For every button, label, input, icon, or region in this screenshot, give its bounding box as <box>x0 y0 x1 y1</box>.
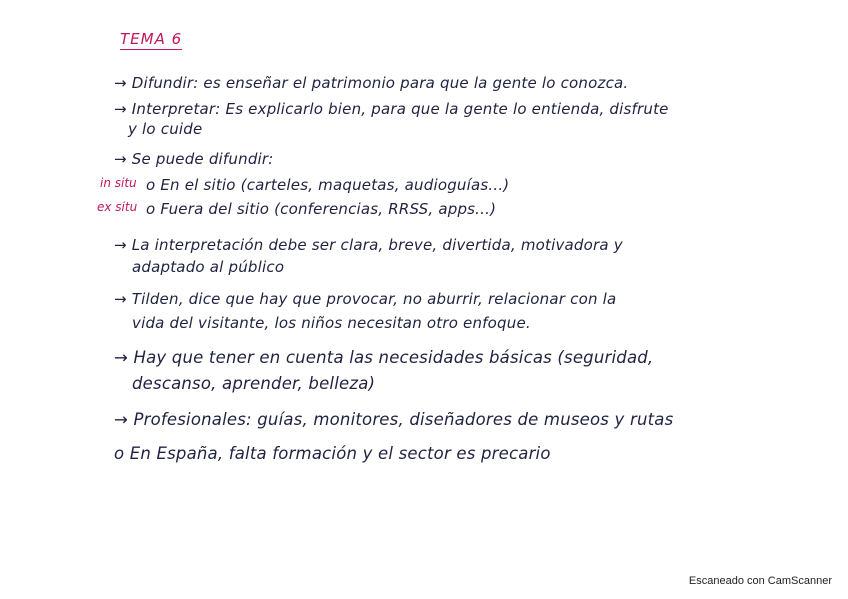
note-line: vida del visitante, los niños necesitan otro enfoque. <box>132 314 531 332</box>
note-line: o En España, falta formación y el sector es precario <box>114 444 551 463</box>
note-line: → Interpretar: Es explicarlo bien, para que la gente lo entienda, disfrute <box>114 100 669 118</box>
note-line: o Fuera del sitio (conferencias, RRSS, apps...) <box>146 200 497 218</box>
note-line: adaptado al público <box>132 258 285 276</box>
note-line: → Profesionales: guías, monitores, diseñadores de museos y rutas <box>114 410 674 429</box>
note-line: descanso, aprender, belleza) <box>132 374 376 393</box>
note-line: → Tilden, dice que hay que provocar, no aburrir, relacionar con la <box>114 290 617 308</box>
margin-note-in-situ: in situ <box>100 176 137 190</box>
note-line: y lo cuide <box>128 120 203 138</box>
scanner-watermark: Escaneado con CamScanner <box>688 575 832 587</box>
margin-note-ex-situ: ex situ <box>97 200 138 214</box>
page-title: TEMA 6 <box>120 30 183 48</box>
note-line: → Se puede difundir: <box>114 150 274 168</box>
note-line: → La interpretación debe ser clara, breve, divertida, motivadora y <box>114 236 623 254</box>
note-line: → Hay que tener en cuenta las necesidades básicas (seguridad, <box>114 348 654 367</box>
note-line: → Difundir: es enseñar el patrimonio para que la gente lo conozca. <box>114 74 629 92</box>
note-line: o En el sitio (carteles, maquetas, audioguías...) <box>146 176 510 194</box>
